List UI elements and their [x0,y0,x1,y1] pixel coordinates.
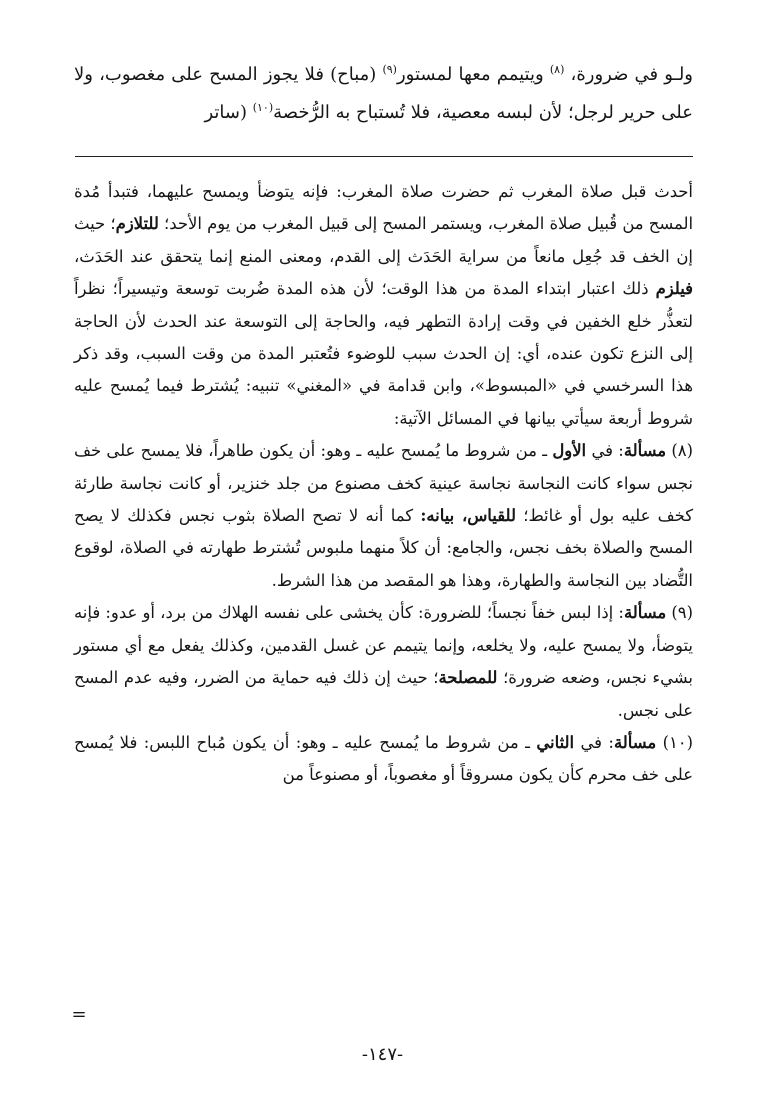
footnote-10-text-b: ـ من شروط ما يُمسح عليه ـ وهو: أن يكون مُباح اللبس: فلا يُمسح على خف محرم كأن يكون مسروقاً أو مغصوباً، أو مصنوعاً من [74,732,693,785]
footnote-8 [74,435,693,597]
footnote-intro-bold-b: فيلزم [655,279,693,299]
footnote-10-mas-ala: مسألة [613,732,657,752]
footnote-divider [75,156,693,157]
footnote-8-mas-ala: مسألة [623,441,667,461]
footnote-9-text-a: : إذا لبس خفاً نجساً؛ للضرورة: كأن يخشى على نفسه الهلاك من برد، أو عدو: فإنه يتوضأ، ولا يمسح عليه، ولا يخلعه، وإنما يتيمم عن غسل القدمين، وكذلك يفعل مع أي مستور بشيء نجس، وضعه ضرورة؛ [74,603,693,688]
main-line1-c: (مباح) فلا يجوز المسح على مغصوب، [99,64,377,85]
footnote-8-number: (٨) [671,441,693,461]
footnote-9-text-b: ؛ حيث إن ذلك فيه حماية من الضرر، وفيه عدم المسح على نجس. [74,668,693,720]
footnote-8-bold-qiyas: للقياس، بيانه: [420,506,516,526]
footnote-9-mas-ala: مسألة [623,603,667,623]
footnote-intro-bold-a: للتلازم [115,214,159,234]
footnote-8-text-b: ـ من شروط ما يُمسح عليه ـ وهو: أن يكون طاهراً، فلا يمسح على خف نجس سواء كانت النجاسة نجاسة عينية كخف مصنوع من جلد خنزير، أو كانت نجاسة طارئة كخف عليه بول أو غائط؛ [74,441,693,526]
footnote-8-text-c: كما أنه لا تصح الصلاة بثوب نجس فكذلك لا يصح المسح والصلاة بخف نجس، والجامع: أن كلاً منهما ملبوس تُشترط طهارته في الصلاة، لوقوع التُّضاد بين النجاسة والطهارة، وهذا هو المقصد من هذا الشرط. [74,506,693,590]
footnote-continuation [74,176,693,435]
footnote-ref-10[interactable]: (١٠) [252,101,274,114]
main-text [74,56,693,132]
main-line1-a: ولـو في ضرورة، [570,64,693,85]
footnote-10 [74,727,693,792]
footnote-ref-8[interactable]: (٨) [549,63,565,76]
footnote-8-text-a: : في [591,441,624,461]
page-number: -١٤٧- [361,1044,404,1065]
main-line1-b: ويتيمم معها لمستور [396,64,544,85]
footnote-8-bold-first: الأول [552,441,587,461]
footnote-intro-text-a: أحدث قبل صلاة المغرب ثم حضرت صلاة المغرب: فإنه يتوضأ ويمسح عليهما، فتبدأ مُدة المسح من قُبيل صلاة المغرب، ويستمر المسح إلى قبيل المغرب من يوم الأحد؛ [74,182,694,234]
footnote-10-text-a: : في [580,732,614,752]
main-line2-b: (ساتر [204,102,247,123]
footnote-ref-9[interactable]: (٩) [382,63,397,76]
footnote-10-number: (١٠) [662,732,694,752]
footnote-10-bold-second: الثاني [536,732,575,752]
continuation-mark: = [71,1004,87,1025]
main-line2-a: ولا على حرير لرجل؛ لأن لبسه معصية، فلا تُستباح به الرُّخصة [74,64,693,123]
footnotes-section [74,176,693,792]
footnote-9 [74,597,693,727]
footnote-intro-text-b: ؛ حيث إن الخف قد جُعِل مانعاً من سراية الحَدَث إلى القدم، ومعنى المنع إنما يتحقق عند الحَدَث، [74,214,693,266]
footnote-intro-text-c: ذلك اعتبار ابتداء المدة من هذا الوقت؛ لأن هذه المدة ضُربت توسعة وتيسيراً؛ نظراً لتعذُّر خلع الخفين في وقت إرادة التطهر فيه، والحاجة إلى التوسعة عند الحدث لأن الحاجة إلى النزع تكون عنده، أي: إن الحدث سبب للوضوء فتُعتبر المدة من وقت السبب، وقد ذكر هذا السرخسي في «المبسوط»، وابن قدامة في «المغني» تنبيه: يُشترط فيما يُمسح عليه شروط أربعة سيأتي بيانها في المسائل الآتية: [74,279,693,428]
footnote-9-number: (٩) [671,603,693,623]
main-text-paragraph [74,56,693,132]
footnote-9-bold-maslaha: للمصلحة [438,668,498,688]
